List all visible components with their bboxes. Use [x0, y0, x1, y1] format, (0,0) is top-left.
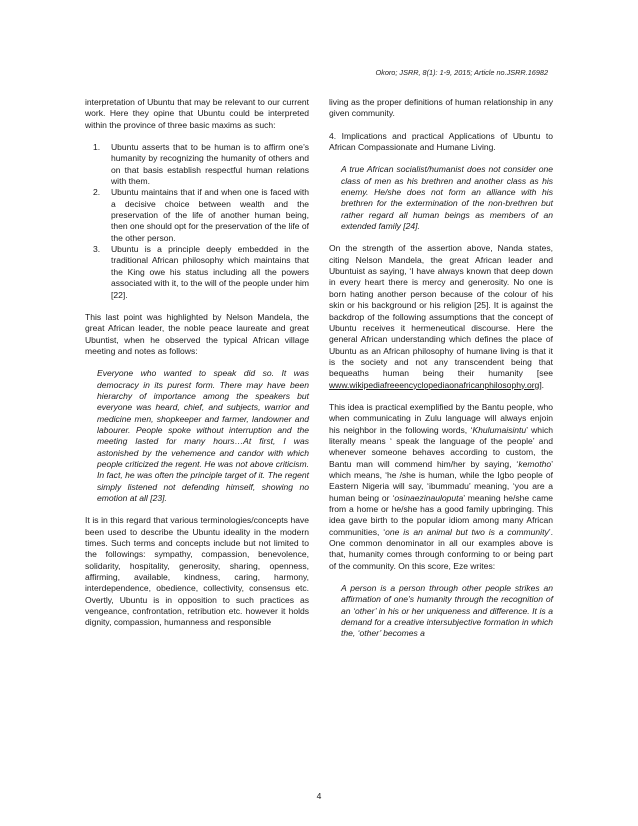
strength-end: ]. — [539, 379, 545, 390]
list-item — [85, 244, 309, 301]
section-heading: 4. Implications and practical Applications of Ubuntu to African Compassionate and Humane Living. — [329, 130, 553, 153]
bantu-term: osinaezinauloputa — [394, 492, 464, 503]
list-text: Ubuntu asserts that to be human is to affirm one’s humanity by recognizing the humanity of others and on that basis establish respectful human relations with them. — [111, 142, 309, 187]
eze-quote: A person is a person through other people strikes an affirmation of one’s humanity through the recognition of an ‘other’ in his or her uniqueness and difference. It is a demand for a creative intersubjective formation in which the, ‘other’ becomes a — [341, 583, 553, 639]
list-number: 3. — [93, 244, 101, 255]
list-number: 2. — [93, 187, 101, 198]
list-item — [85, 142, 309, 187]
continuation-paragraph: living as the proper definitions of human relationship in any given community. — [329, 97, 553, 119]
bantu-term: kemotho — [518, 458, 552, 469]
wikipedia-link[interactable]: www.wikipediafreeencyclopediaonafricanphilosophy.org — [329, 379, 540, 390]
mandela-quote: Everyone who wanted to speak did so. It was democracy in its purest form. There may have been hierarchy of importance among the speakers but everyone was heard, chief, and subjects, warrior and medicine men, shopkeeper and farmer, landowner and labourer. People spoke without interruption and the meeting lasted for many hours…At first, I was astonished by the vehemence and candor with which people criticized the regent. He was not above criticism. In fact, he was often the principle target of it. The regent simply listened not defending himself, showing no emotion at all [23]. — [97, 368, 309, 503]
list-item — [85, 187, 309, 244]
bantu-text: ’. One common denominator in all our examples above is that, humanity comes through conforming to or being part of the community. On this score, Eze writes: — [329, 526, 554, 571]
mandela-paragraph: This last point was highlighted by Nelson Mandela, the great African leader, the noble peace laureate and great Ubuntist, when he observed the typical African village meeting and notes as follows: — [85, 311, 309, 356]
list-text: Ubuntu maintains that if and when one is faced with a decisive choice between wealth and the preservation of the life of another human being, then one should opt for the preservation of the life of the other person. — [111, 187, 309, 243]
intro-paragraph: interpretation of Ubuntu that may be relevant to our current work. Here they opine that Ubuntu could be interpreted within the province of three basic maxims as such: — [85, 97, 309, 130]
running-header: Okoro; JSRR, 8(1): 1-9, 2015; Article no.JSRR.16982 — [375, 68, 548, 77]
strength-text: On the strength of the assertion above, Nanda states, citing Nelson Mandela, the great African leader and Ubuntuist as saying, ‘I have always known that deep down in every heart there is mercy and generosity. No one is born hating another person because of the colour of his skin or his background or his religion [25]. It is against the backdrop of the following assumptions that the concept of Ubuntu receives it hermeneutical discourse. Here the general African understanding which defines the place of Ubuntu as an African philosophy of humane living is that it is the society and not any transcendent being that bequeaths human being their humanity [see — [329, 243, 553, 379]
left-column — [85, 97, 309, 629]
bantu-text: This idea is practical exemplified by the Bantu people, who when communicating in Zulu language will always enjoin his neighbor in the following words, ‘ — [329, 401, 553, 435]
list-text: Ubuntu is a principle deeply embedded in the traditional African philosophy which maintains that the King owe his status including all the powers associated with it, to the will of the people under him [22]. — [111, 244, 309, 300]
bantu-term: Khulumaisintu — [472, 424, 527, 435]
bantu-paragraph — [329, 402, 553, 572]
bantu-text: ’ meaning he/she came from a home or he/she has a good family upbringing. This idea gave birth to the popular idiom among many African communities, ‘ — [329, 492, 553, 537]
bantu-idiom: one is an animal but two is a community — [385, 526, 549, 537]
socialist-quote: A true African socialist/humanist does not consider one class of men as his brethren and another class as his enemy. He/she does not form an alliance with his brethren for the extermination of the non-brethren but rather regard all human beings as members of an extended family [24]. — [341, 164, 553, 232]
right-column — [329, 97, 553, 651]
strength-paragraph — [329, 243, 553, 390]
terms-paragraph: It is in this regard that various terminologies/concepts have been used to describe the Ubuntu ideality in the modern times. Such terms and concepts include but not limited to the followings: sympathy, compassion, benevolence, solidarity, hospitality, generosity, sharing, openness, affirming, available, kindness, caring, harmony, interdependence, obedience, collectivity, consensus etc. Overtly, Ubuntu is in opposition to such practices as vengeance, confrontation, retribution etc. however it holds dignity, compassion, humanness and responsible — [85, 515, 309, 628]
bantu-text: ’ which literally means ‘ speak the language of the people’ and whenever someone behaves according to custom, the Bantu man will commend him/her by saying, ‘ — [329, 424, 553, 469]
bantu-text: ’ which means, ‘he /she is human, while the Igbo people of Eastern Nigeria will say, ‘ibummadu’ meaning, ‘you are a human being or ‘ — [329, 458, 553, 503]
page-number: 4 — [316, 791, 322, 801]
maxims-list — [85, 142, 309, 301]
list-number: 1. — [93, 142, 101, 153]
